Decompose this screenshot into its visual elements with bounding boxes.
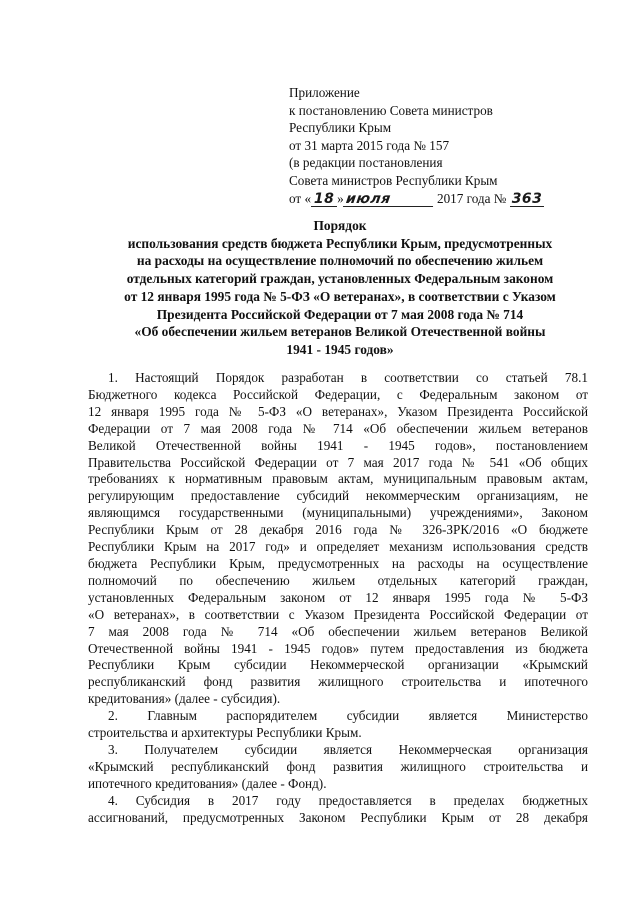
- date-quote: »: [337, 190, 344, 206]
- handwritten-doc-number: 363: [511, 190, 543, 207]
- paragraph-line: 2. Главным распорядителем субсидии является Министерство: [108, 708, 588, 724]
- paragraph-line: бюджета Республики Крым, предусмотренных на расходы на осуществление: [88, 555, 588, 571]
- paragraph-3: [88, 742, 588, 793]
- paragraph-line: строительства и архитектуры Республики Крым.: [88, 725, 362, 741]
- date-year: 2017 года №: [433, 190, 510, 206]
- paragraph-line: «О ветеранах», в соответствии с Указом Президента Российской Федерации от: [88, 606, 588, 622]
- title-line: Президента Российской Федерации от 7 мая 2008 года № 714: [156, 306, 524, 322]
- paragraph-line: Правительства Российской Федерации от 7 мая 2017 года № 541 «Об общих: [88, 454, 588, 470]
- paragraph-line: требованиях к нормативным правовым актам, муниципальным правовым актам,: [88, 471, 588, 487]
- paragraph-line: 7 мая 2008 года № 714 «Об обеспечении жильем ветеранов Великой: [88, 623, 588, 639]
- paragraph-2: [88, 708, 588, 742]
- appendix-line: Приложение: [289, 85, 360, 100]
- paragraph-line: Республики Крым на 2017 год» и определяет механизм использования средств: [88, 539, 588, 555]
- paragraph-line: 4. Субсидия в 2017 году предоставляется в пределах бюджетных: [108, 792, 588, 808]
- appendix-block: [289, 84, 619, 207]
- appendix-date-line: [289, 190, 619, 208]
- paragraph-line: Республики Крым от 28 декабря 2016 года № 326-ЗРК/2016 «О бюджете: [88, 522, 588, 538]
- paragraph-line: 12 января 1995 года № 5-ФЗ «О ветеранах», Указом Президента Российской: [88, 403, 588, 419]
- title-line: 1941 - 1945 годов»: [286, 341, 394, 357]
- title-line: на расходы на осуществление полномочий по обеспечению жильем: [136, 253, 544, 269]
- paragraph-line: Великой Отечественной войны 1941 - 1945 годов», постановлением: [88, 437, 588, 453]
- appendix-line: Республики Крым: [289, 120, 392, 136]
- paragraph-line: Отечественной войны 1941 - 1945 годов» путем предоставления из бюджета: [88, 640, 588, 656]
- title-line: «Об обеспечении жильем ветеранов Великой Отечественной войны: [134, 324, 546, 340]
- paragraph-line: 3. Получателем субсидии является Некоммерческая организация: [108, 741, 588, 757]
- document-body: [88, 370, 588, 826]
- paragraph-line: ассигнований, предусмотренных Законом Республики Крым от 28 декабря: [88, 809, 588, 825]
- document-title: [80, 217, 600, 359]
- paragraph-4: [88, 793, 588, 827]
- paragraph-line: кредитования» (далее - субсидия).: [88, 691, 281, 707]
- paragraph-line: регулирующим предоставление субсидий некоммерческим организациям, не: [88, 488, 588, 504]
- paragraph-1: [88, 370, 588, 708]
- paragraph-line: «Крымский республиканский фонд развития жилищного строительства и: [88, 758, 588, 774]
- paragraph-line: полномочий по обеспечению жильем отдельных категорий граждан,: [88, 572, 588, 588]
- paragraph-line: ипотечного кредитования» (далее - Фонд).: [88, 775, 327, 791]
- paragraph-line: являющимся государственными (муниципальными) учреждениями», Законом: [88, 505, 588, 521]
- appendix-line: от 31 марта 2015 года № 157: [289, 137, 450, 153]
- appendix-line: (в редакции постановления: [289, 155, 443, 171]
- handwritten-day: 18: [311, 192, 337, 207]
- title-line: отдельных категорий граждан, установленных Федеральным законом: [126, 271, 554, 287]
- appendix-line: Совета министров Республики Крым: [289, 172, 498, 188]
- title-line: от 12 января 1995 года № 5-ФЗ «О ветеранах», в соответствии с Указом: [124, 288, 556, 304]
- paragraph-line: установленных Федеральным законом от 12 января 1995 года № 5-ФЗ: [88, 589, 588, 605]
- date-prefix: от «: [289, 190, 312, 206]
- title-line: Порядок: [313, 218, 367, 233]
- paragraph-line: 1. Настоящий Порядок разработан в соответствии со статьей 78.1: [108, 370, 588, 385]
- paragraph-line: Республики Крым субсидии Некоммерческой организации «Крымский: [88, 657, 588, 673]
- paragraph-line: республиканский фонд развития жилищного строительства и ипотечного: [88, 674, 588, 690]
- handwritten-month: июля: [343, 192, 435, 207]
- appendix-line: к постановлению Совета министров: [289, 102, 493, 118]
- title-line: использования средств бюджета Республики Крым, предусмотренных: [127, 235, 553, 251]
- paragraph-line: Федерации от 7 мая 2008 года № 714 «Об обеспечении жильем ветеранов: [88, 420, 588, 436]
- paragraph-line: Бюджетного кодекса Российской Федерации, с Федеральным законом от: [88, 386, 588, 402]
